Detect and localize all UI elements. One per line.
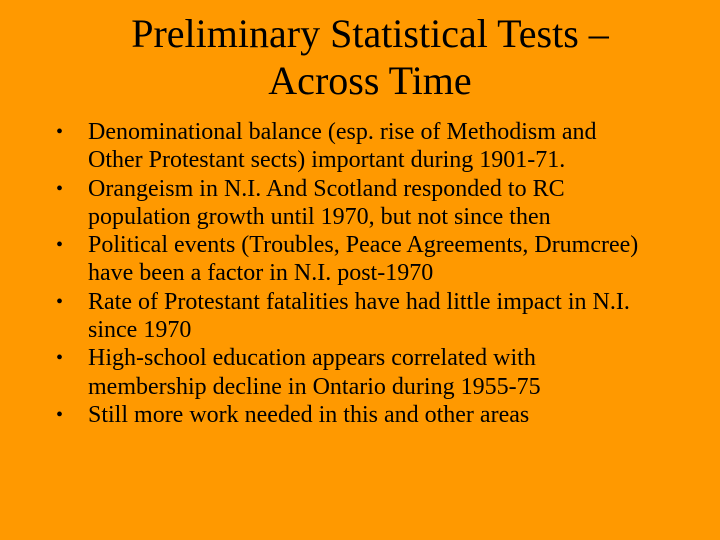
bullet-item-3 [56,231,656,288]
bullet-item-1 [56,118,656,175]
bullet-text-4: Rate of Protestant fatalities have had little impact in N.I. since 1970 [88,288,630,344]
bullet-text-3: Political events (Troubles, Peace Agreements, Drumcree) have been a factor in N.I. post-1970 [88,232,639,287]
bullet-dot-icon: • [56,290,64,313]
bullet-item-2 [56,175,656,232]
bullet-item-5 [56,344,656,401]
bullet-list [56,118,656,429]
bullet-text-2: Orangeism in N.I. And Scotland responded to RC population growth until 1970, but not since then [88,175,565,230]
slide-title-line-1: Preliminary Statistical Tests – [131,11,609,56]
bullet-dot-icon: • [56,177,64,200]
bullet-dot-icon: • [56,121,64,143]
bullet-text-1: Denominational balance (esp. rise of Methodism and Other Protestant sects) important during 1901-71. [88,119,597,174]
bullet-item-4 [56,288,656,345]
bullet-dot-icon: • [56,347,64,370]
bullet-dot-icon: • [56,403,64,426]
slide-title [60,10,680,104]
bullet-item-6 [56,401,656,429]
bullet-dot-icon: • [56,234,64,257]
bullet-text-5: High-school education appears correlated with membership decline in Ontario during 1955-75 [88,345,541,400]
bullet-text-6: Still more work needed in this and other areas [88,401,530,428]
slide-title-line-2: Across Time [268,58,472,103]
